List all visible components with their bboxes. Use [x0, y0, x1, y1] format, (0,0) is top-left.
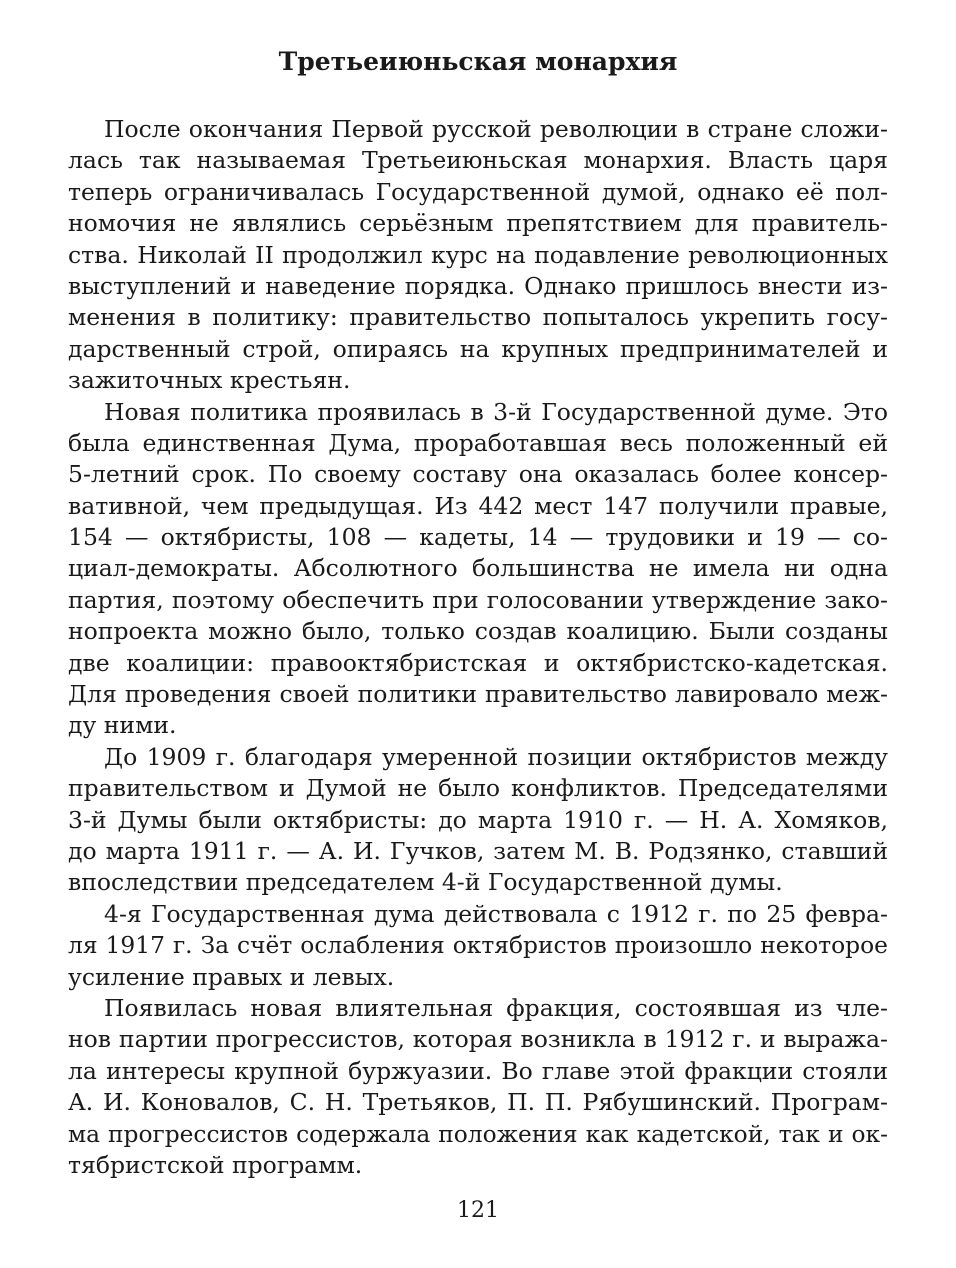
- text-line: менения в политику: правительство попыталось укрепить госу-: [68, 303, 888, 332]
- text-line: Появилась новая влиятельная фракция, состоявшая из чле-: [104, 993, 888, 1022]
- text-line: Новая политика проявилась в 3-й Государственной думе. Это: [104, 397, 888, 426]
- text-line: ла интересы крупной буржуазии. Во главе этой фракции стояли: [68, 1056, 888, 1085]
- paragraph-3: [68, 742, 888, 899]
- text-line: Для проведения своей политики правительство лавировало меж-: [68, 680, 888, 709]
- paragraph-5: [68, 993, 888, 1181]
- text-line: зажиточных крестьян.: [68, 366, 351, 395]
- text-line: ду ними.: [68, 711, 177, 740]
- paragraph-4: [68, 899, 888, 993]
- text-line: выступлений и наведение порядка. Однако пришлось внести из-: [68, 271, 888, 300]
- text-line: была единственная Дума, проработавшая весь положенный ей: [68, 428, 888, 457]
- text-line: ства. Николай II продолжил курс на подавление революционных: [68, 240, 888, 269]
- text-line: тябристской программ.: [68, 1150, 363, 1179]
- text-line: нопроекта можно было, только создав коалицию. Были созданы: [68, 617, 888, 646]
- text-line: А. И. Коновалов, С. Н. Третьяков, П. П. Рябушинский. Програм-: [68, 1088, 888, 1117]
- text-line: впоследствии председателем 4-й Государственной думы.: [68, 868, 783, 897]
- text-line: 4-я Государственная дума действовала с 1912 г. по 25 февра-: [104, 899, 888, 928]
- text-line: циал-демократы. Абсолютного большинства не имела ни одна: [68, 554, 888, 583]
- text-line: вативной, чем предыдущая. Из 442 мест 147 получили правые,: [68, 491, 888, 520]
- text-line: До 1909 г. благодаря умеренной позиции октябристов между: [104, 742, 888, 771]
- text-line: теперь ограничивалась Государственной думой, однако её пол-: [68, 177, 888, 206]
- text-line: две коалиции: правооктябристская и октябристско-кадетская.: [68, 648, 888, 677]
- body-text: [68, 114, 888, 1181]
- text-line: нов партии прогрессистов, которая возникла в 1912 г. и выража-: [68, 1025, 888, 1054]
- paragraph-1: [68, 114, 888, 397]
- text-line: ма прогрессистов содержала положения как кадетской, так и ок-: [68, 1120, 888, 1148]
- text-line: 5-летний срок. По своему составу она оказалась более консер-: [68, 460, 888, 489]
- text-line: партия, поэтому обеспечить при голосовании утверждение зако-: [68, 585, 888, 614]
- text-line: правительством и Думой не было конфликтов. Председателями: [68, 774, 888, 803]
- text-line: номочия не являлись серьёзным препятствием для правитель-: [68, 209, 888, 238]
- text-line: 154 — октябристы, 108 — кадеты, 14 — трудовики и 19 — со-: [68, 523, 888, 552]
- page-number: 121: [457, 1198, 499, 1223]
- text-line: 3-й Думы были октябристы: до марта 1910 г. — Н. А. Хомяков,: [68, 805, 888, 834]
- text-line: до марта 1911 г. — А. И. Гучков, затем М. В. Родзянко, ставший: [68, 836, 888, 865]
- text-line: После окончания Первой русской революции в стране сложи-: [104, 115, 888, 143]
- paragraph-2: [68, 397, 888, 742]
- text-line: ля 1917 г. За счёт ослабления октябристов произошло некоторое: [68, 931, 888, 960]
- page-title: Третьеиюньская монархия: [278, 47, 678, 76]
- text-line: усиление правых и левых.: [68, 962, 395, 991]
- text-line: лась так называемая Третьеиюньская монархия. Власть царя: [68, 146, 888, 175]
- text-line: дарственный строй, опираясь на крупных предпринимателей и: [68, 334, 888, 363]
